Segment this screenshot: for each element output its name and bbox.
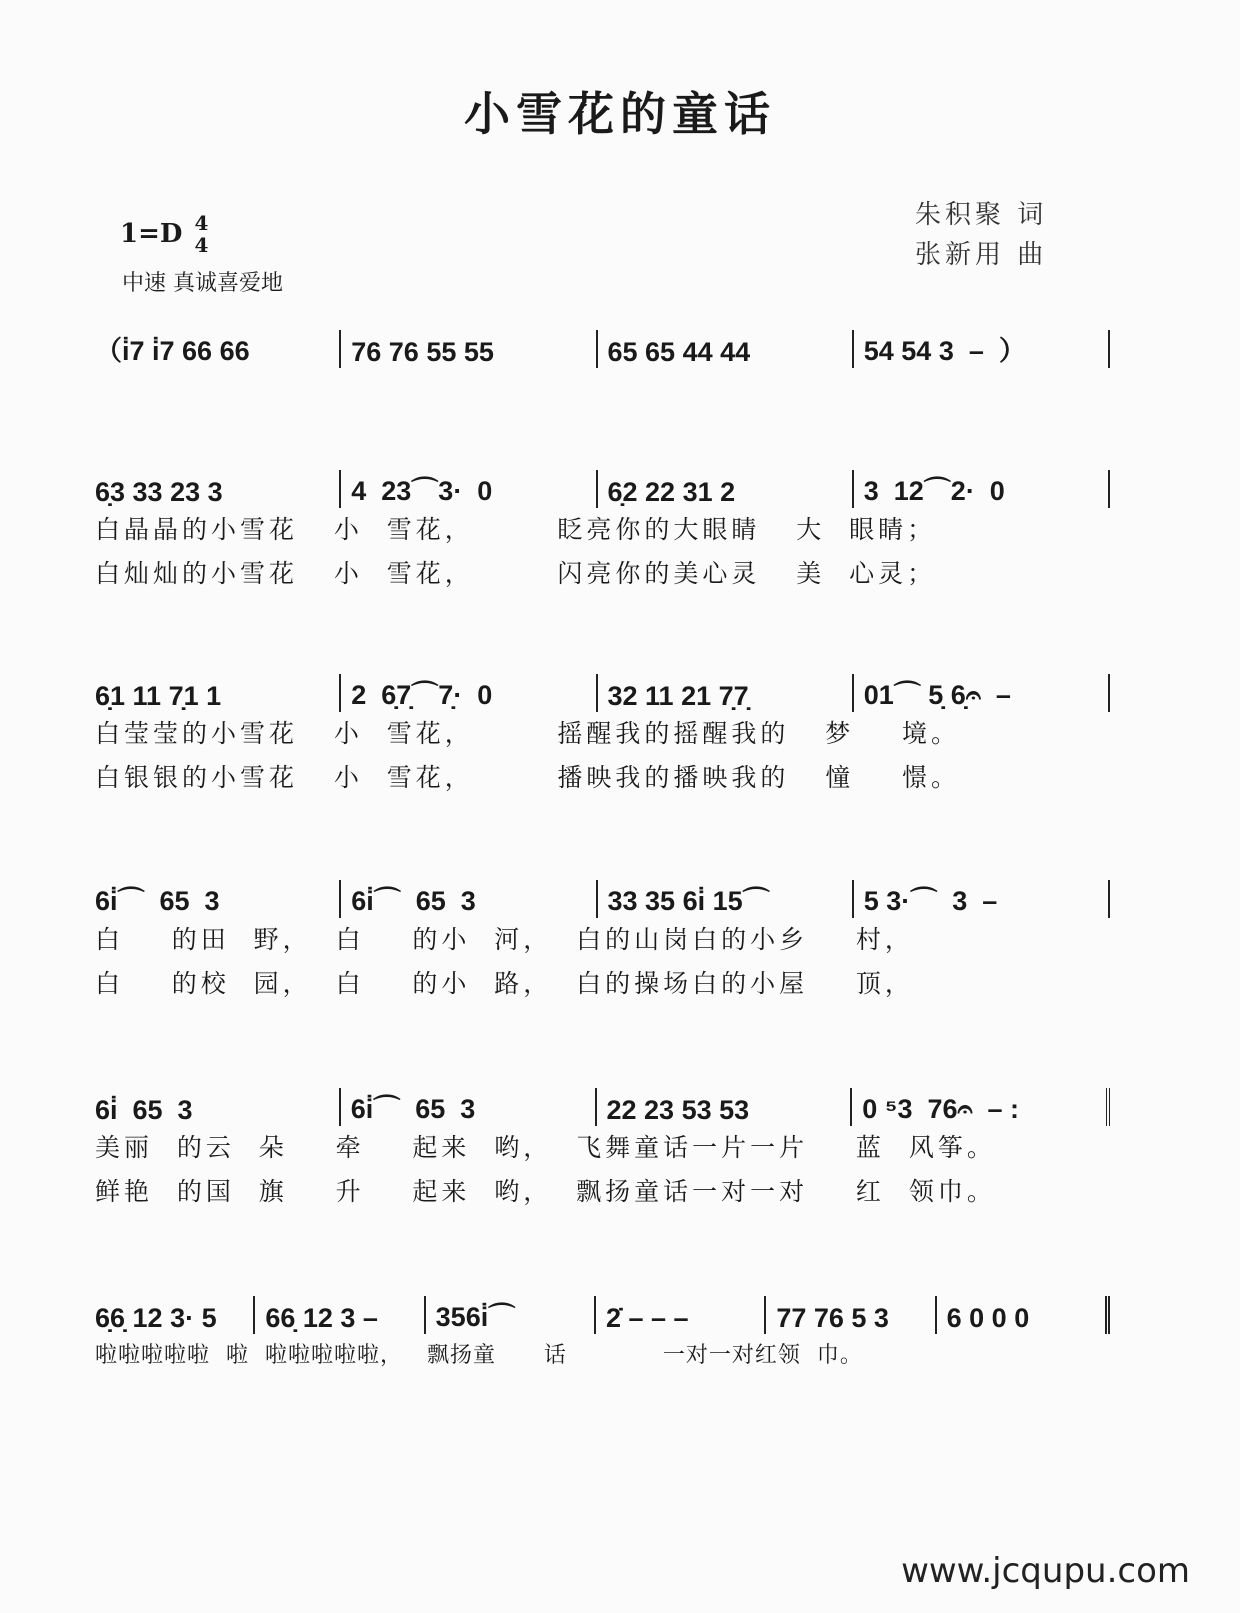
composer: 张新用 曲	[915, 240, 1048, 270]
measure: 3 12⌒2· 0	[852, 470, 1110, 508]
measure-final: 6 0 0 0	[935, 1296, 1110, 1334]
measure: 54 54 3 – ）	[852, 330, 1110, 368]
measure: 6̣6̣ 12 3· 5	[95, 1303, 217, 1333]
measure: 01⌒ 5̣ 6̣𝄐 –	[852, 674, 1110, 712]
measure: 6̣2 22 31 2	[596, 470, 852, 508]
lyric-verse-2: 白 的校 园， 白 的小 路， 白的操场白的小屋 顶，	[95, 969, 914, 998]
measure: 6i̇⌒ 65 3	[95, 886, 220, 916]
lyric-verse-2: 白银银的小雪花 小 雪花， 播映我的播映我的 憧 憬。	[95, 763, 960, 792]
measure: 2̇ – – –	[594, 1296, 764, 1334]
measure: 22 23 53 53	[595, 1088, 851, 1126]
measure: 4 23⌒3· 0	[339, 470, 595, 508]
lyric-coda: 啦啦啦啦啦 啦 啦啦啦啦啦， 飘扬童 话 一对一对红领 巾。	[95, 1343, 863, 1368]
credits	[915, 195, 1047, 275]
key-tonic: 1=D	[120, 219, 183, 249]
lyricist: 朱积聚 词	[915, 200, 1048, 230]
score-line-3	[95, 868, 1110, 1006]
key-signature	[120, 212, 208, 256]
notation-row	[95, 458, 1110, 508]
lyric-verse-1: 白晶晶的小雪花 小 雪花， 眨亮你的大眼睛 大 眼睛；	[95, 515, 937, 544]
score-line-4	[95, 1076, 1110, 1214]
time-bottom: 4	[194, 233, 209, 257]
measure: 77 76 5 3	[764, 1296, 934, 1334]
notation-row	[95, 1284, 1110, 1334]
measure: 65 65 44 44	[596, 330, 852, 368]
measure: 76 76 55 55	[339, 330, 595, 368]
lyric-verse-2: 鲜艳 的国 旗 升 起来 哟， 飘扬童话一对一对 红 领巾。	[95, 1177, 996, 1206]
notation-row	[95, 868, 1110, 918]
measure: 6i̇⌒ 65 3	[339, 880, 595, 918]
measure: 356i̇⌒	[424, 1296, 594, 1334]
score-line-2	[95, 662, 1110, 800]
measure-repeat-end: 0 ⁵3 76𝄐 – :	[850, 1088, 1110, 1126]
time-top: 4	[194, 211, 209, 235]
measure: 6i̇⌒ 65 3	[339, 1088, 595, 1126]
measure: 5 3·⌒ 3 –	[852, 880, 1110, 918]
lyric-verse-1: 白 的田 野， 白 的小 河， 白的山岗白的小乡 村，	[95, 925, 914, 954]
notation-row	[95, 1076, 1110, 1126]
measure: （i̇7 i̇7 66 66	[95, 336, 250, 366]
lyric-verse-1: 美丽 的云 朵 牵 起来 哟， 飞舞童话一片一片 蓝 风筝。	[95, 1133, 996, 1162]
notation-row	[95, 318, 1110, 368]
measure: 32 11 21 7̣7̣	[596, 674, 852, 712]
tempo-marking: 中速 真诚喜爱地	[122, 271, 283, 296]
time-signature	[194, 212, 208, 256]
measure: 66̣ 12 3 –	[253, 1296, 423, 1334]
measure: 2 6̣7̣⌒7̣· 0	[339, 674, 595, 712]
measure: 6̣1 11 7̣1 1	[95, 681, 222, 711]
watermark: www.jcqupu.com	[901, 1551, 1190, 1591]
song-title: 小雪花的童话	[464, 87, 776, 141]
measure: 33 35 6i̇ 15⌒	[596, 880, 852, 918]
measure: 6i̇ 65 3	[95, 1095, 193, 1125]
lyric-verse-1: 白莹莹的小雪花 小 雪花， 摇醒我的摇醒我的 梦 境。	[95, 719, 960, 748]
score-line-1	[95, 458, 1110, 596]
score-line-intro	[95, 318, 1110, 368]
notation-row	[95, 662, 1110, 712]
measure: 6̣3 33 23 3	[95, 477, 223, 507]
lyric-verse-2: 白灿灿的小雪花 小 雪花， 闪亮你的美心灵 美 心灵；	[95, 559, 937, 588]
score-line-coda	[95, 1284, 1110, 1378]
